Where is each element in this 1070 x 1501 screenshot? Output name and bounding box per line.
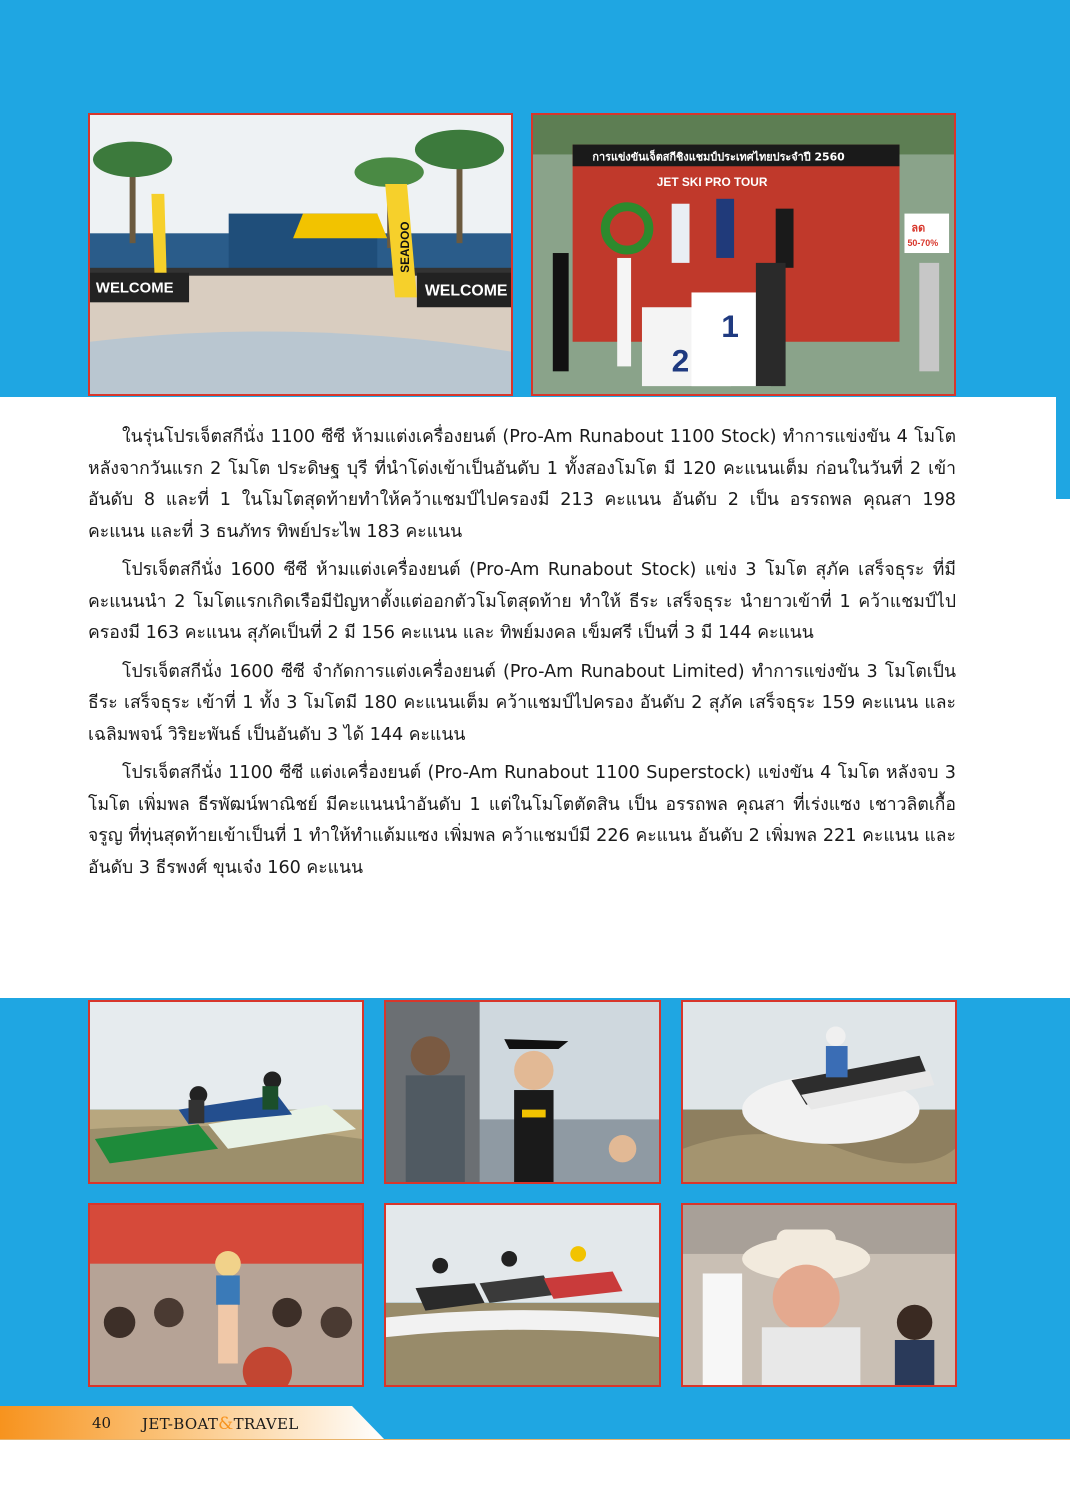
welcome-sign-right: WELCOME (424, 282, 508, 300)
podium-place-2: 2 (671, 342, 690, 379)
paragraph-1100-superstock: โปรเจ็ตสกีนั่ง 1100 ซีซี แต่งเครื่องยนต์ (Pro-Am Runabout 1100 Superstock) แข่งขัน 4 โมโต หลังจบ 3 โมโต เพิ่มพล ธีรพัฒน์พาณิชย์ มีคะแนนนำอันดับ 1 แต่ในโมโตตัดสิน เป็น อรรถพล คุณสา ที่เร่งแซง เชาวลิตเกื้อจรูญ ที่ทุ่นสุดท้ายเข้าเป็นที่ 1 ทำให้ทำแต้มแซง เพิ่มพล คว้าแชมป์มี 226 คะแนน อันดับ 2 เพิ่มพล 221 คะแนน และอันดับ 3 ธีรพงศ์ ขุนเจ๋ง 160 คะแนน (88, 763, 956, 878)
page-footer (0, 1406, 1070, 1440)
magazine-title (142, 1414, 299, 1434)
side-tab (1056, 397, 1070, 499)
magazine-title-part1: JET-BOAT (142, 1415, 219, 1433)
photo-spectator-cowboy-hat (681, 1203, 957, 1387)
magazine-title-ampersand: & (218, 1414, 234, 1434)
photo-spectators-stands (88, 1203, 364, 1387)
magazine-title-part2: TRAVEL (233, 1415, 299, 1433)
welcome-sign-left: WELCOME (95, 280, 174, 297)
paragraph-1600-stock: โปรเจ็ตสกีนั่ง 1600 ซีซี ห้ามแต่งเครื่องยนต์ (Pro-Am Runabout Stock) แข่ง 3 โมโต สุภัค เสร็จธุระ ที่มีคะแนนนำ 2 โมโตแรกเกิดเรือมีปัญหาตั้งแต่ออกตัวโมโตสุดท้าย ทำให้ ธีระ เสร็จธุระ นำยาวเข้าที่ 1 คว้าแชมป์ไปครองมี 163 คะแนน สุภัคเป็นที่ 2 มี 156 คะแนน และ ทิพย์มงคล เข็มศรี เป็นที่ 3 มี 144 คะแนน (88, 560, 956, 643)
seadoo-flag-text: SEADOO (397, 221, 412, 273)
podium-banner-title: การแข่งขันเจ็ตสกีชิงแชมป์ประเทศไทยประจำปี 2560 (592, 150, 845, 164)
photo-jetski-jump (681, 1000, 957, 1184)
photo-event-entrance (88, 113, 513, 396)
photo-podium-ceremony (531, 113, 956, 396)
photo-mc-interview (384, 1000, 661, 1184)
page-number: 40 (92, 1414, 112, 1432)
article-body (88, 422, 956, 891)
podium-banner-subtitle: JET SKI PRO TOUR (656, 175, 768, 189)
sale-sign: ลด (911, 221, 926, 235)
paragraph-1600-limited: โปรเจ็ตสกีนั่ง 1600 ซีซี จำกัดการแต่งเครื่องยนต์ (Pro-Am Runabout Limited) ทำการแข่งขัน 3 โมโตเป็น ธีระ เสร็จธุระ เข้าที่ 1 ทั้ง 3 โมโตมี 180 คะแนนเต็ม คว้าแชมป์ไปครอง อันดับ 2 สุภัค เสร็จธุระ 159 คะแนน และ เฉลิมพจน์ วิริยะพันธ์ เป็นอันดับ 3 ได้ 144 คะแนน (88, 661, 956, 745)
photo-jetski-race-2 (384, 1203, 661, 1387)
footer-divider (0, 1439, 1070, 1440)
paragraph-1100-stock: ในรุ่นโปรเจ็ตสกีนั่ง 1100 ซีซี ห้ามแต่งเครื่องยนต์ (Pro-Am Runabout 1100 Stock) ทำการแข่งขัน 4 โมโต หลังจากวันแรก 2 โมโต ประดิษฐ บุรี ที่นำโด่งเข้าเป็นอันดับ 1 ทั้งสองโมโต มี 120 คะแนนเต็ม ก่อนในวันที่ 2 เข้าอันดับ 8 และที่ 1 ในโมโตสุดท้ายทำให้คว้าแชมป์ไปครองมี 213 คะแนน อันดับ 2 เป็น อรรถพล คุณสา 198 คะแนน และที่ 3 ธนภัทร ทิพย์ประไพ 183 คะแนน (88, 427, 956, 542)
podium-place-1: 1 (721, 307, 739, 344)
sale-percent: 50-70% (907, 238, 939, 249)
photo-jetski-race-1 (88, 1000, 364, 1184)
